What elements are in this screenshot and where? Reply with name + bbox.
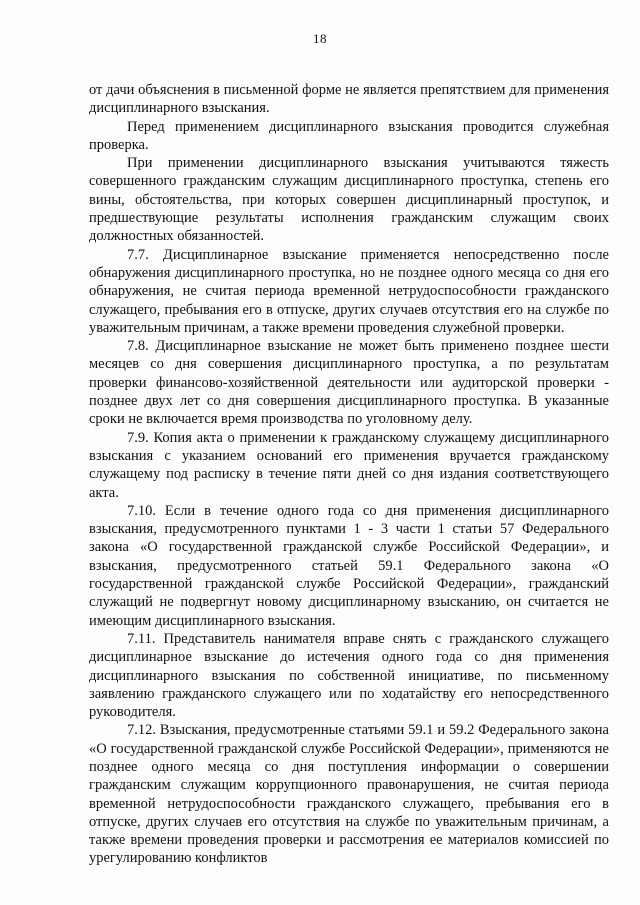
paragraph-7-8: 7.8. Дисциплинарное взыскание не может быть применено позднее шести месяцев со дня совершения дисциплинарного проступка, а по результатам проверки финансово-хозяйственной деятельности или аудиторской проверки - позднее двух лет со дня совершения дисциплинарного проступка. В указанные сроки не включается время производства по уголовному делу. (89, 338, 609, 428)
paragraph-7-12: 7.12. Взыскания, предусмотренные статьями 59.1 и 59.2 Федерального закона «О государственной гражданской службе Российской Федерации», применяются не позднее одного месяца со дня поступления информации о совершении гражданским служащим коррупционного правонарушения, не считая периода временной нетрудоспособности гражданского служащего, пребывания его в отпуске, других случаев его отсутствия на службе по уважительным причинам, а также времени проведения проверки и рассмотрения ее материалов комиссией по урегулированию конфликтов (89, 722, 609, 867)
paragraph-7-10: 7.10. Если в течение одного года со дня применения дисциплинарного взыскания, предусмотренного пунктами 1 - 3 части 1 статьи 57 Федерального закона «О государственной гражданской службе Российской Федерации», и взыскания, предусмотренного статьей 59.1 Федерального закона «О государственной гражданской службе Российской Федерации», гражданский служащий не подвергнут новому дисциплинарному взысканию, он считается не имеющим дисциплинарного взыскания. (89, 502, 609, 629)
paragraph-7-7: 7.7. Дисциплинарное взыскание применяется непосредственно после обнаружения дисциплинарного проступка, но не позднее одного месяца со дня его обнаружения, не считая периода временной нетрудоспособности гражданского служащего, пребывания его в отпуске, других случаев отсутствия его на службе по уважительным причинам, а также времени проведения служебной проверки. (89, 246, 609, 336)
paragraph-service-check: Перед применением дисциплинарного взыскания проводится служебная проверка. (89, 118, 609, 153)
paragraph-continuation: от дачи объяснения в письменной форме не является препятствием для применения дисциплинарного взыскания. (89, 82, 609, 117)
document-body (89, 81, 609, 868)
page-number: 18 (313, 31, 327, 46)
paragraph-considerations: При применении дисциплинарного взыскания учитываются тяжесть совершенного гражданским служащим дисциплинарного проступка, степень его вины, обстоятельства, при которых совершен дисциплинарный проступок, и предшествующие результаты исполнения гражданским служащим своих должностных обязанностей. (89, 155, 609, 245)
paragraph-7-9: 7.9. Копия акта о применении к гражданскому служащему дисциплинарного взыскания с указанием оснований его применения вручается гражданскому служащему под расписку в течение пяти дней со дня издания соответствующего акта. (89, 429, 609, 501)
paragraph-7-11: 7.11. Представитель нанимателя вправе снять с гражданского служащего дисциплинарное взыскание до истечения одного года со дня применения дисциплинарного взыскания по собственной инициативе, по письменному заявлению гражданского служащего или по ходатайству его непосредственного руководителя. (89, 630, 609, 721)
